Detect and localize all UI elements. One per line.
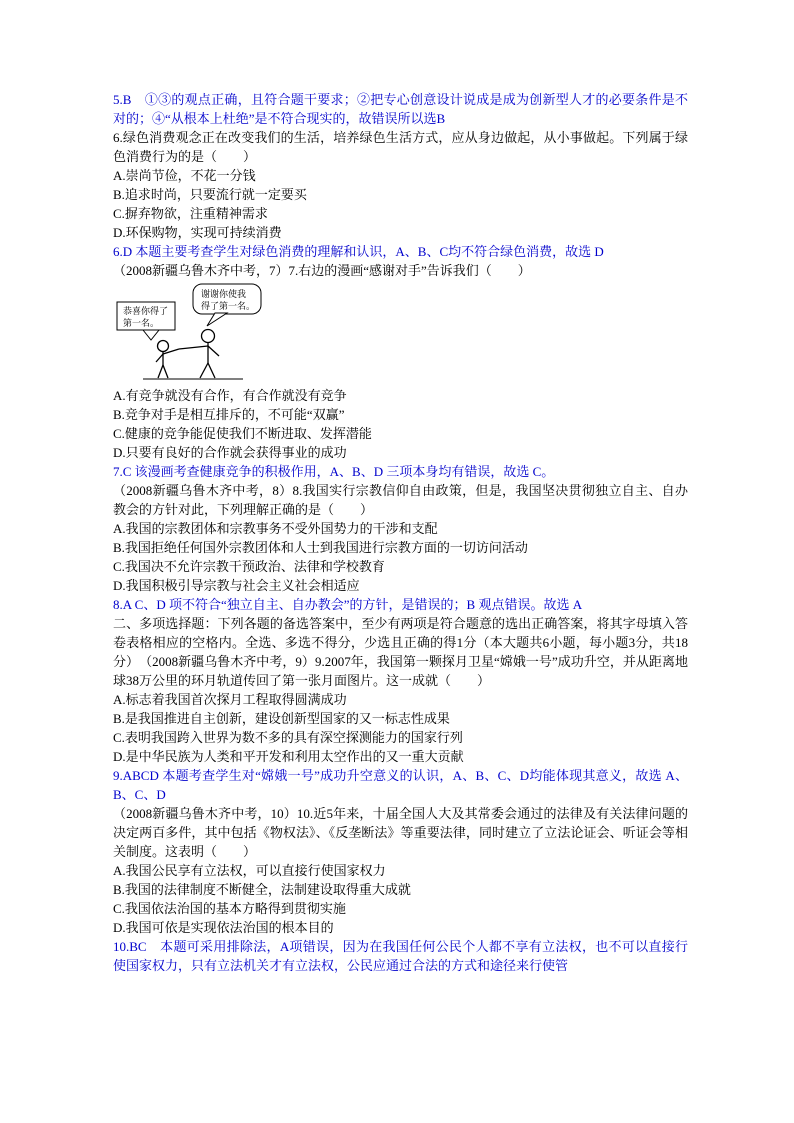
answer-line: 5.B ①③的观点正确，且符合题干要求；②把专心创意设计说成是成为创新型人才的必要条件是不对的；④“从根本上杜绝”是不符合现实的，故错误所以选B: [113, 92, 688, 126]
question-line: 6.绿色消费观念正在改变我们的生活，培养绿色生活方式，应从身边做起，从小事做起。下列属于绿色消费行为的是（ ）: [113, 130, 688, 164]
question-line: A.我国公民享有立法权，可以直接行使国家权力: [113, 863, 386, 878]
right-bubble-text-line2: 得了第一名。: [201, 301, 256, 311]
question-line: C.表明我国跨入世界为数不多的具有深空探测能力的国家行列: [113, 730, 463, 745]
question-line: （2008新疆乌鲁木齐中考，8）8.我国实行宗教信仰自由政策，但是，我国坚决贯彻独立自主、自办教会的方针对此，下列理解正确的是（ ）: [113, 483, 688, 517]
cartoon-figure-left: [156, 341, 179, 379]
question-line: C.摒弃物欲，注重精神需求: [113, 206, 268, 221]
question-line: B.是我国推进自主创新，建设创新型国家的又一标志性成果: [113, 711, 450, 726]
left-speech-bubble: [117, 302, 175, 340]
question-line: B.竞争对手是相互排斥的，不可能“双赢”: [113, 407, 345, 422]
question-line: A.有竞争就没有合作，有合作就没有竞争: [113, 388, 347, 403]
handshake-cartoon-drawing: [115, 282, 285, 384]
answer-line: 8.A C、D 项不符合“独立自主、自办教会”的方针，是错误的；B 观点错误。故选 A: [113, 597, 583, 612]
question-line: A.标志着我国首次探月工程取得圆满成功: [113, 692, 347, 707]
question-line: B.我国拒绝任何国外宗教团体和人士到我国进行宗教方面的一切访问活动: [113, 540, 528, 555]
cartoon-figure-right: [179, 330, 219, 379]
question-line: C.我国决不允许宗教干预政治、法律和学校教育: [113, 559, 385, 574]
question-line: （2008新疆乌鲁木齐中考，10）10.近5年来，十届全国人大及其常委会通过的法律及有关法律问题的决定两百多件，其中包括《物权法》、《反垄断法》等重要法律，同时建立了立法论证会、听证会等相关制度。这表明（ ）: [113, 806, 688, 859]
answer-line: 9.ABCD 本题考查学生对“嫦娥一号”成功升空意义的认识，A、B、C、D均能体现其意义，故选 A、B、C、D: [113, 768, 688, 802]
question-line: （2008新疆乌鲁木齐中考，7）7.右边的漫画“感谢对手”告诉我们（ ）: [113, 263, 531, 278]
right-bubble-text-line1: 谢谢你使我: [201, 289, 247, 299]
right-speech-bubble: [193, 284, 261, 326]
left-bubble-text-line1: 恭喜你得了: [123, 306, 169, 316]
question-line: A.崇尚节俭，不花一分钱: [113, 168, 256, 183]
answer-line: 10.BC 本题可采用排除法，A项错误，因为在我国任何公民个人都不享有立法权，也不可以直接行使国家权力，只有立法机关才有立法权，公民应通过合法的方式和途径来行使管: [113, 939, 688, 973]
answer-line: 6.D 本题主要考查学生对绿色消费的理解和认识，A、B、C均不符合绿色消费，故选 D: [113, 244, 604, 259]
document-content: [113, 90, 688, 975]
question-line: B.追求时尚，只要流行就一定要买: [113, 187, 307, 202]
question-line: 二、多项选择题：下列各题的备选答案中，至少有两项是符合题意的选出正确答案，将其字母填入答卷表格相应的空格内。全选、多选不得分，少选且正确的得1分（本大题共6小题，每小题3分，共18分） （2008新疆乌鲁木齐中考，9）9.2007年，我国第一颗探月卫星“嫦娥一号”成功升空，并从距离地球38万公里的环月轨道传回了第一张月面图片。这一成就（ ）: [113, 616, 688, 688]
answer-line: 7.C 该漫画考查健康竞争的积极作用，A、B、D 三项本身均有错误，故选 C。: [113, 464, 555, 479]
left-bubble-text-line2: 第一名。: [123, 318, 160, 328]
question-line: A.我国的宗教团体和宗教事务不受外国势力的干涉和支配: [113, 521, 438, 536]
question-line: D.只要有良好的合作就会获得事业的成功: [113, 445, 347, 460]
question-line: D.我国可依是实现依法治国的根本目的: [113, 920, 334, 935]
handshake-cartoon: [115, 282, 285, 384]
question-line: C.健康的竞争能促使我们不断进取、发挥潜能: [113, 426, 372, 441]
question-line: C.我国依法治国的基本方略得到贯彻实施: [113, 901, 346, 916]
question-line: D.环保购物，实现可持续消费: [113, 225, 282, 240]
question-line: D.是中华民族为人类和平开发和利用太空作出的又一重大贡献: [113, 749, 464, 764]
question-line: D.我国积极引导宗教与社会主义社会相适应: [113, 578, 360, 593]
question-line: B.我国的法律制度不断健全，法制建设取得重大成就: [113, 882, 411, 897]
